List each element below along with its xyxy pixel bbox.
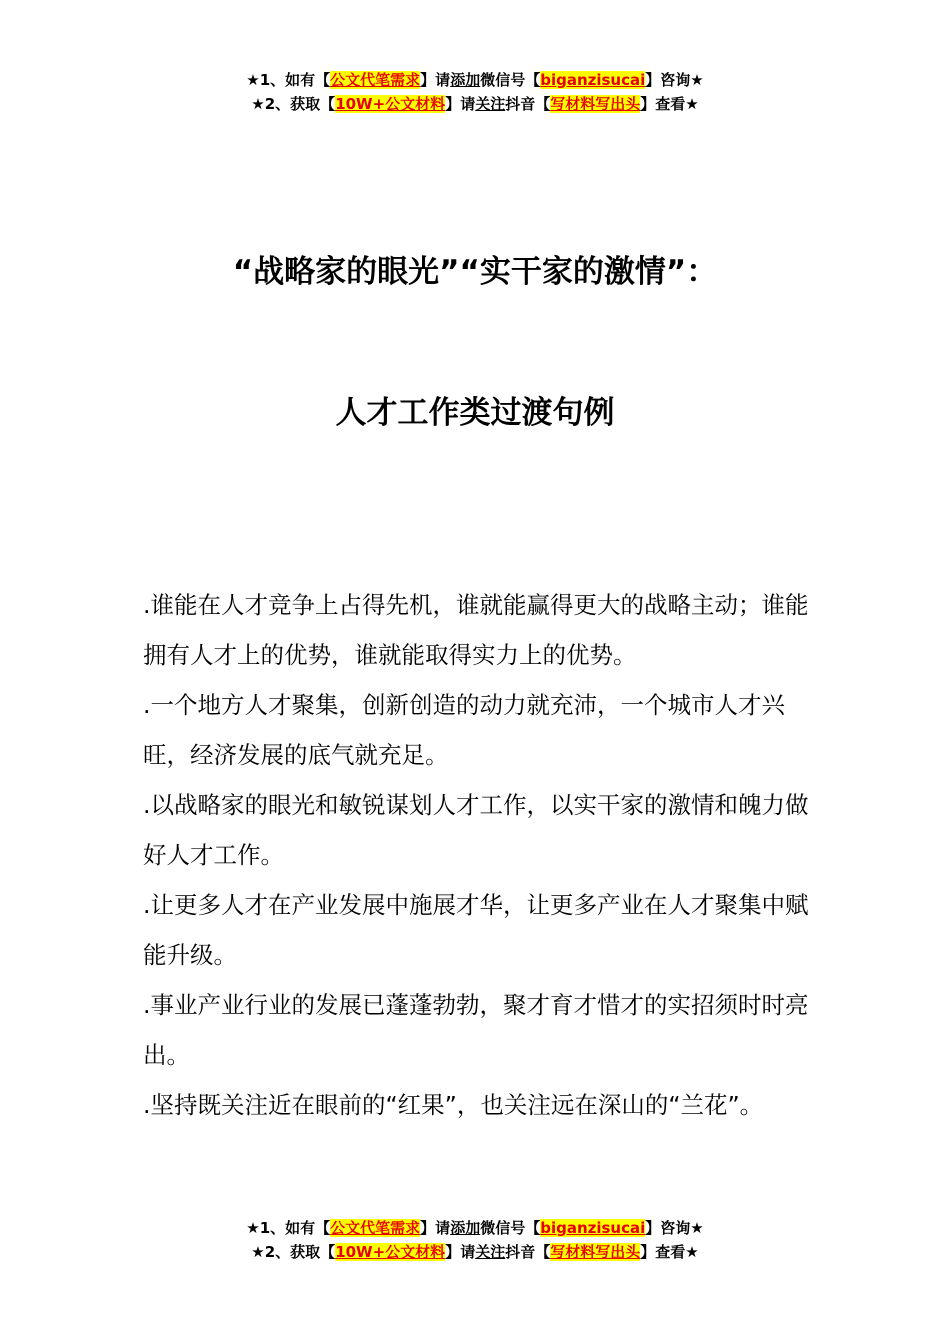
- banner-line-2: [0, 1240, 950, 1264]
- service-highlight: 公文代笔需求: [330, 71, 421, 89]
- service-highlight: 公文代笔需求: [330, 1219, 421, 1237]
- sentence-item: .让更多人才在产业发展中施展才华，让更多产业在人才聚集中赋能升级。: [143, 891, 809, 969]
- douyin-account-link[interactable]: 写材料写出头: [550, 95, 641, 113]
- document-subtitle: 人才工作类过渡句例: [335, 395, 615, 431]
- wechat-id-link[interactable]: biganzisucai: [540, 1219, 646, 1237]
- banner-text: 微信号【: [480, 71, 541, 89]
- sentence-item: .以战略家的眼光和敏锐谋划人才工作，以实干家的激情和魄力做好人才工作。: [143, 791, 809, 869]
- banner-text: 】请: [420, 71, 451, 89]
- footer-banner: [0, 1216, 950, 1264]
- banner-text: 微信号【: [480, 1219, 541, 1237]
- sentence-item: .谁能在人才竞争上占得先机，谁就能赢得更大的战略主动；谁能拥有人才上的优势，谁就能取得实力上的优势。: [143, 591, 809, 669]
- banner-text: 】咨询★: [645, 71, 704, 89]
- banner-text: 】咨询★: [645, 1219, 704, 1237]
- banner-text: 】查看★: [640, 95, 699, 113]
- material-highlight: 10W+公文材料: [335, 1243, 446, 1261]
- banner-text: ★2、获取【: [251, 1243, 336, 1261]
- banner-text: 】请: [445, 1243, 476, 1261]
- banner-text: ★1、如有【: [246, 1219, 331, 1237]
- sentence-item: .一个地方人才聚集，创新创造的动力就充沛，一个城市人才兴旺，经济发展的底气就充足。: [143, 691, 785, 769]
- banner-text: ★2、获取【: [251, 95, 336, 113]
- banner-line-1: [0, 1216, 950, 1240]
- sentence-item: .坚持既关注近在眼前的“红果”，也关注远在深山的“兰花”。: [143, 1091, 764, 1119]
- banner-line-2: [0, 92, 950, 116]
- banner-emphasis: 关注: [475, 95, 506, 113]
- document-title: “战略家的眼光”“实干家的激情”：: [232, 254, 718, 290]
- banner-text: 抖音【: [505, 1243, 551, 1261]
- material-highlight: 10W+公文材料: [335, 95, 446, 113]
- banner-line-1: [0, 68, 950, 92]
- banner-text: 】查看★: [640, 1243, 699, 1261]
- document-body: [143, 580, 823, 1130]
- banner-text: ★1、如有【: [246, 71, 331, 89]
- sentence-item: .事业产业行业的发展已蓬蓬勃勃，聚才育才惜才的实招须时时亮出。: [143, 991, 809, 1069]
- header-banner: [0, 68, 950, 116]
- banner-text: 】请: [445, 95, 476, 113]
- banner-emphasis: 关注: [475, 1243, 506, 1261]
- douyin-account-link[interactable]: 写材料写出头: [550, 1243, 641, 1261]
- banner-emphasis: 添加: [450, 71, 481, 89]
- banner-text: 抖音【: [505, 95, 551, 113]
- banner-text: 】请: [420, 1219, 451, 1237]
- wechat-id-link[interactable]: biganzisucai: [540, 71, 646, 89]
- banner-emphasis: 添加: [450, 1219, 481, 1237]
